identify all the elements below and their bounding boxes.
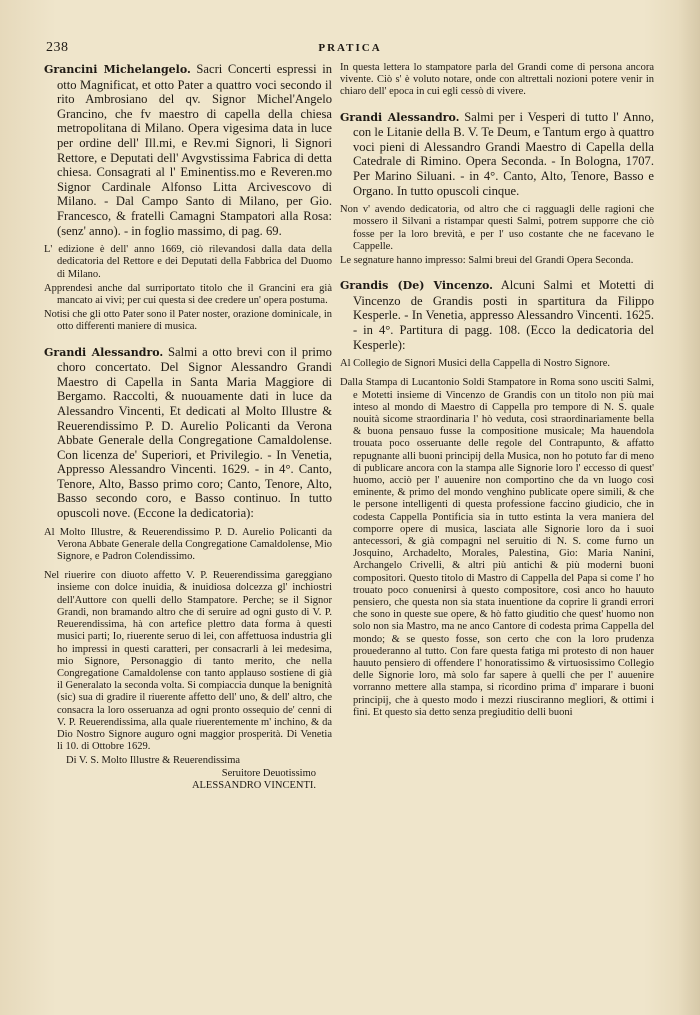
page-edge-shadow [678, 0, 700, 1015]
entry-text [340, 110, 654, 199]
entry-heading: Grandi Alessandro. [44, 345, 164, 359]
entry-grandi-1707 [340, 110, 654, 199]
page-header [46, 40, 654, 60]
running-head: PRATICA [318, 42, 382, 54]
dedication-address: Al Molto Illustre, & Reuerendissimo P. D. Aurelio Policanti da Verona Abbate Generale della Congregatione Camaldolense, Mio Signore, e Padron Colendissimo. [44, 526, 332, 563]
dedication-letter: Dalla Stampa di Lucantonio Soldi Stampatore in Roma sono usciti Salmi, e Motetti insieme di Vincenzo de Grandis con un titolo non più mai inteso al mondo di Maestro di Cappella pro tempore di N. S. quale nouità sicome straordinaria l' hò veduta, così straordinariamente bella & buona pensauo fusse la compositione musicale; Ma hauendola trouata poco osseruante delle regole del Contrapunto, & affatto repugnante alli buoni principij della Musica, non ho potuto far di meno di publicare ancora con la stampa alle Signorie loro l' eccesso di quest' huomo, acciò per l' auuenire non comportino che da vn luogo così eminente, & primo del mondo venghino publicate opere simili, & che le persone intelligenti di questa professione faccino giudicio, che in codesta Cappella Pontificia sia in tutto estinta la vera maniera del comporre opere di musica, lasciata alle Signorie loro da i suoi antecessori, & già compagni nel seruitio di N. S. come furno un Josquino, Archadelto, Morales, Palestina, Gio: Maria Nanini, Archangelo Crivelli, & altri più antichi & più moderni buoni compositori. Questo titolo di Mastro di Cappella del Papa si come l' ho trouato poco conuenirsi à questo compositore, così anco ho hauuto pensiero, che questa non sia stata inuentione da coprire li grandi errori che sono in queste sue opere, & hò fatto giuditio che quest' huomo non solo non sia Mastro, ma ne anco Cantore di codesta prima Cappella del mondo; & se questo fosse, son certo che con la loro prudenza prouederanno al tutto. Con fare questa fatiga mi protesto di non hauer hauuto pensiero di offendere l' honoratissimo & virtuosissimo Collegio delle Signorie loro, mà solo far sapere à quelli che per l' auuenire vorranno mettere alla stampa, si ricordino prima d' imparare i buoni principij, che à questo modo i mezzi riusciranno megliori, & ottimi i fini. Et questo sia detto senza pregiuditio delli buoni [340, 377, 654, 718]
letter-closing: Di V. S. Molto Illustre & Reuerendissima [66, 755, 241, 767]
entry-text [44, 345, 332, 521]
entry-heading: Grancini Michelangelo. [44, 63, 191, 76]
letter-signature: ALESSANDRO VINCENTI. [191, 779, 316, 791]
entry-heading: Grandis (De) Vincenzo. [340, 279, 493, 293]
dedication-letter: Nel riuerire con diuoto affetto V. P. Reuerendissima gareggiano insieme con dolce inuidia, & inuidiosa dolcezza gl' inchiostri dell'Auttore con quelli dello Stampatore. Perche; se il Signor Grandi, non bramando altro che di seruire ad ogni gusto di V. P. Reuerendissima, hà con artefice plettro data forma à questi musici parti; Io, riuerente seruo di lei, con affettuosa industria gli ho impressi in questi caratteri, per consacrarli à lei medesima, mio Signore, Personaggio di tanto merito, che nella Congregatione Camaldolense con tanto applauso sostiene di già il Generalato la seconda volta. Si compiaccia dunque la benignità (sic) sua di gradire il riuerente affetto dell' uno, & dell' altro, che consacra la loro osseruanza ad ogni pronto ossequio de' cenni di V. P. Reuerendissima, alla quale riuerentemente m' inchino, & da Dio Nostro Signore auguro ogni maggior prosperità. Di Venetia li 10. di Ottobre 1629. [44, 570, 332, 753]
note: Non v' avendo dedicatoria, od altro che ci ragguagli delle ragioni che mossero il Silvani a ristampar questi Salmi, potrem supporre che ciò fosse per la loro brevità, e per l' uso costante che ne facevano le Cappelle. [340, 204, 654, 252]
entry-body: Salmi per i Vesperi di tutto l' Anno, con le Litanie della B. V. Te Deum, e Tantum ergo à quattro voci pieni di Alessandro Grandi Maestro di Capella della Catedrale di Rimino. Opera Seconda. - In Bologna, 1707. Per Marino Siluani. - in 4°. Canto, Alto, Tenore, Basso e Organo. In tutto opuscoli cinque. [353, 109, 654, 198]
dedication-address: Al Collegio de Signori Musici della Cappella di Nostro Signore. [340, 358, 611, 370]
entry-grandi-1629 [44, 345, 332, 521]
entry-text [340, 278, 654, 352]
note: In questa lettera lo stampatore parla del Grandi come di persona ancora vivente. Ciò s' è voluto notare, onde con altrettali nozioni potere venir in chiaro dell' epoca in cui egli cessò di vivere. [340, 62, 654, 98]
note: Notisi che gli otto Pater sono il Pater noster, orazione dominicale, in otto differenti maniere di musica. [44, 309, 332, 333]
entry-grandis [340, 278, 654, 352]
page-number: 238 [46, 40, 69, 55]
entry-body: Alcuni Salmi et Motetti di Vincenzo de Grandis posti in spartitura da Filippo Kesperle. - In Venetia, appresso Alessandro Vincenti. 1625. - in 4°. Partitura di pagg. 108. (Ecco la dedicatoria del Kesperle): [353, 278, 654, 352]
left-column [44, 62, 332, 962]
note: Le segnature hanno impresso: Salmi breui del Grandi Opera Seconda. [340, 254, 634, 266]
entry-heading: Grandi Alessandro. [340, 110, 460, 124]
entry-grancini [44, 62, 332, 238]
entry-body: Sacri Concerti espressi in otto Magnificat, et otto Pater a quattro voci secondo il rito Ambrosiano del qv. Signor Michel'Angelo Grancino, che fv maestro di capella della chiesa metropolitana di Milano. Opera vigesima data in luce per ordine dell' Ill.mi, e Rev.mi Signori, li Signori Rettore, e Deputati dell' Avgvstissima Fabrica di detta chiesa. Consagrati al l' Eminentiss.mo e Reveren.mo Signor Cardinale Alfonso Litta Arcivescovo di Milano. - Dal Campo Santo di Milano, per Gio. Francesco, & fratelli Camagni Stampatori alla Rosa: (senz' anno). - in foglio massimo, di pag. 69. [57, 62, 332, 238]
right-column [340, 62, 654, 962]
note: L' edizione è dell' anno 1669, ciò rilevandosi dalla data della dedicatoria del Rettore e dei Deputati della Fabbrica del Duomo di Milano. [44, 244, 332, 280]
entry-body: Salmi a otto brevi con il primo choro concertato. Del Signor Alessandro Grandi Maestro di Capella in Santa Maria Maggiore di Bergamo. Raccolti, & nuouamente dati in luce da Alessandro Vincenti, Et dedicati al Molto Illustre & Reuerendissimo P. D. Aurelio Policanti da Verona Abbate Generale della Congregatione Camaldolense. Con licenza de' Superiori, et Privilegio. - In Venetia, Appresso Alessandro Vincenti. 1629. - in 4°. Canto, Tenore, Alto, Basso primo coro; Canto, Tenore, Alto, Basso secondo coro, e Basso continuo. In tutto opuscoli nove. (Eccone la dedicatoria): [57, 344, 332, 521]
letter-closing: Seruitore Deuotissimo [221, 767, 316, 779]
entry-text [44, 62, 332, 238]
note: Apprendesi anche dal surriportato titolo che il Grancini era già mancato ai vivi; per cui questa si dee credere un' opera postuma. [44, 282, 332, 306]
